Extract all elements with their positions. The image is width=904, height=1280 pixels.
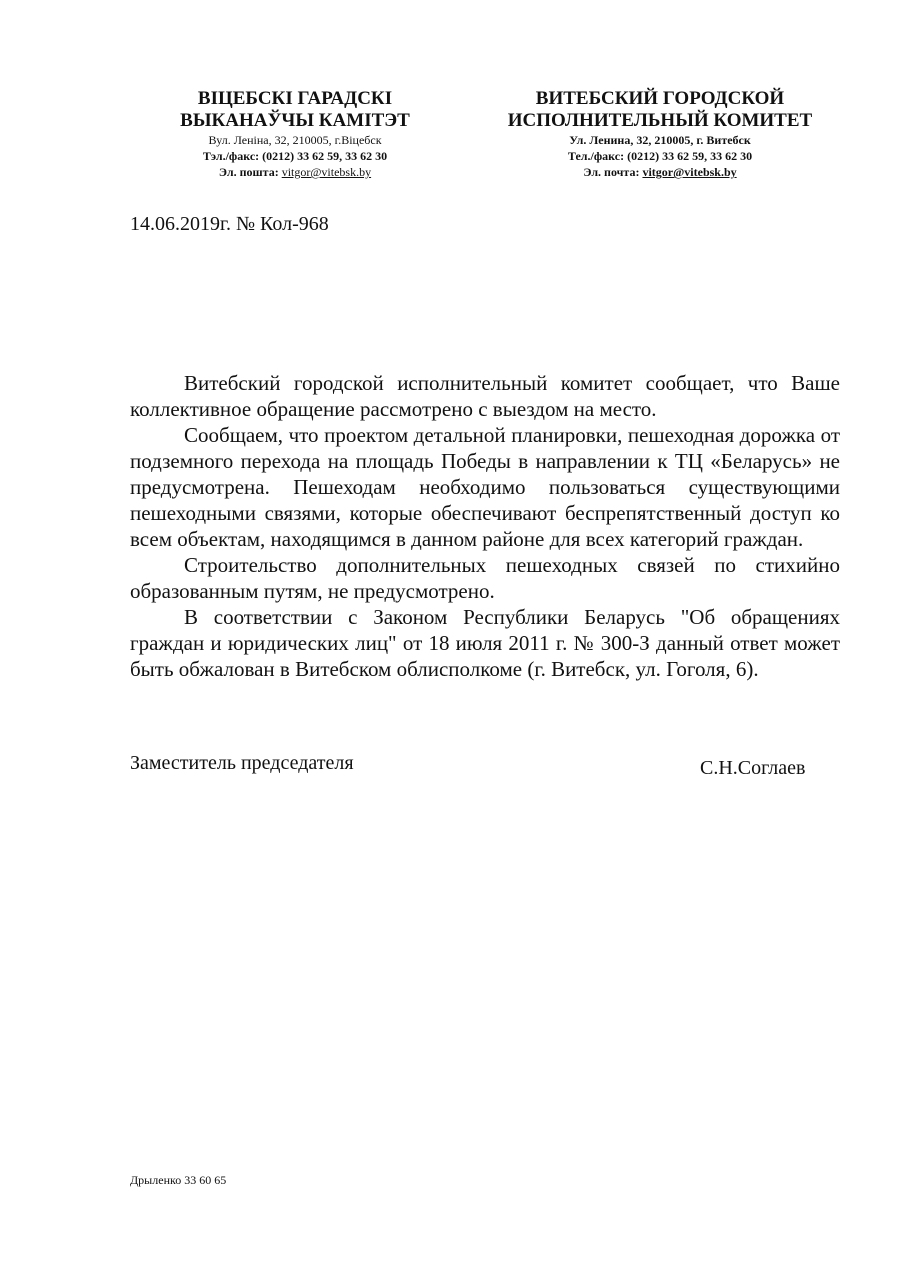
org-name-line2: ВЫКАНАЎЧЫ КАМІТЭТ	[180, 110, 410, 131]
email-link[interactable]: vitgor@vitebsk.by	[642, 165, 737, 179]
org-address: Ул. Ленина, 32, 210005, г. Витебск	[569, 133, 751, 147]
signatory-role: Заместитель председателя	[130, 752, 354, 774]
executor-note: Дрыленко 33 60 65	[130, 1173, 227, 1187]
email-label: Эл. пошта:	[218, 165, 282, 179]
org-phone: Тел./факс: (0212) 33 62 59, 33 62 30	[567, 149, 753, 163]
email-label: Эл. почта:	[583, 165, 643, 179]
reference-number: 14.06.2019г. № Кол-968	[130, 213, 329, 235]
org-phone: Тэл./факс: (0212) 33 62 59, 33 62 30	[202, 149, 388, 163]
letter-body	[130, 370, 840, 682]
org-name-line1: ВІЦЕБСКІ ГАРАДСКІ	[197, 88, 393, 109]
signatory-name: С.Н.Соглаев	[700, 757, 806, 779]
org-name-line1: ВИТЕБСКИЙ ГОРОДСКОЙ	[535, 88, 785, 109]
org-address: Вул. Леніна, 32, 210005, г.Віцебск	[208, 133, 382, 147]
letterhead-russian	[480, 88, 840, 180]
paragraph: Строительство дополнительных пешеходных связей по стихийно образованным путям, не предусмотрено.	[130, 553, 840, 603]
paragraph: В соответствии с Законом Республики Беларусь "Об обращениях граждан и юридических лиц" от 18 июля 2011 г. № 300-З данный ответ может быть обжалован в Витебском облисполкоме (г. Витебск, ул. Гоголя, 6).	[130, 605, 840, 681]
email-link[interactable]: vitgor@vitebsk.by	[281, 165, 372, 179]
org-name-line2: ИСПОЛНИТЕЛЬНЫЙ КОМИТЕТ	[507, 110, 813, 131]
paragraph: Витебский городской исполнительный комитет сообщает, что Ваше коллективное обращение рассмотрено с выездом на место.	[130, 371, 840, 421]
letterhead-belarusian	[150, 88, 440, 180]
paragraph: Сообщаем, что проектом детальной планировки, пешеходная дорожка от подземного перехода на площадь Победы в направлении к ТЦ «Беларусь» не предусмотрена. Пешеходам необходимо пользоваться существующими пешеходными связями, которые обеспечивают беспрепятственный доступ ко всем объектам, находящимся в данном районе для всех категорий граждан.	[130, 423, 840, 551]
